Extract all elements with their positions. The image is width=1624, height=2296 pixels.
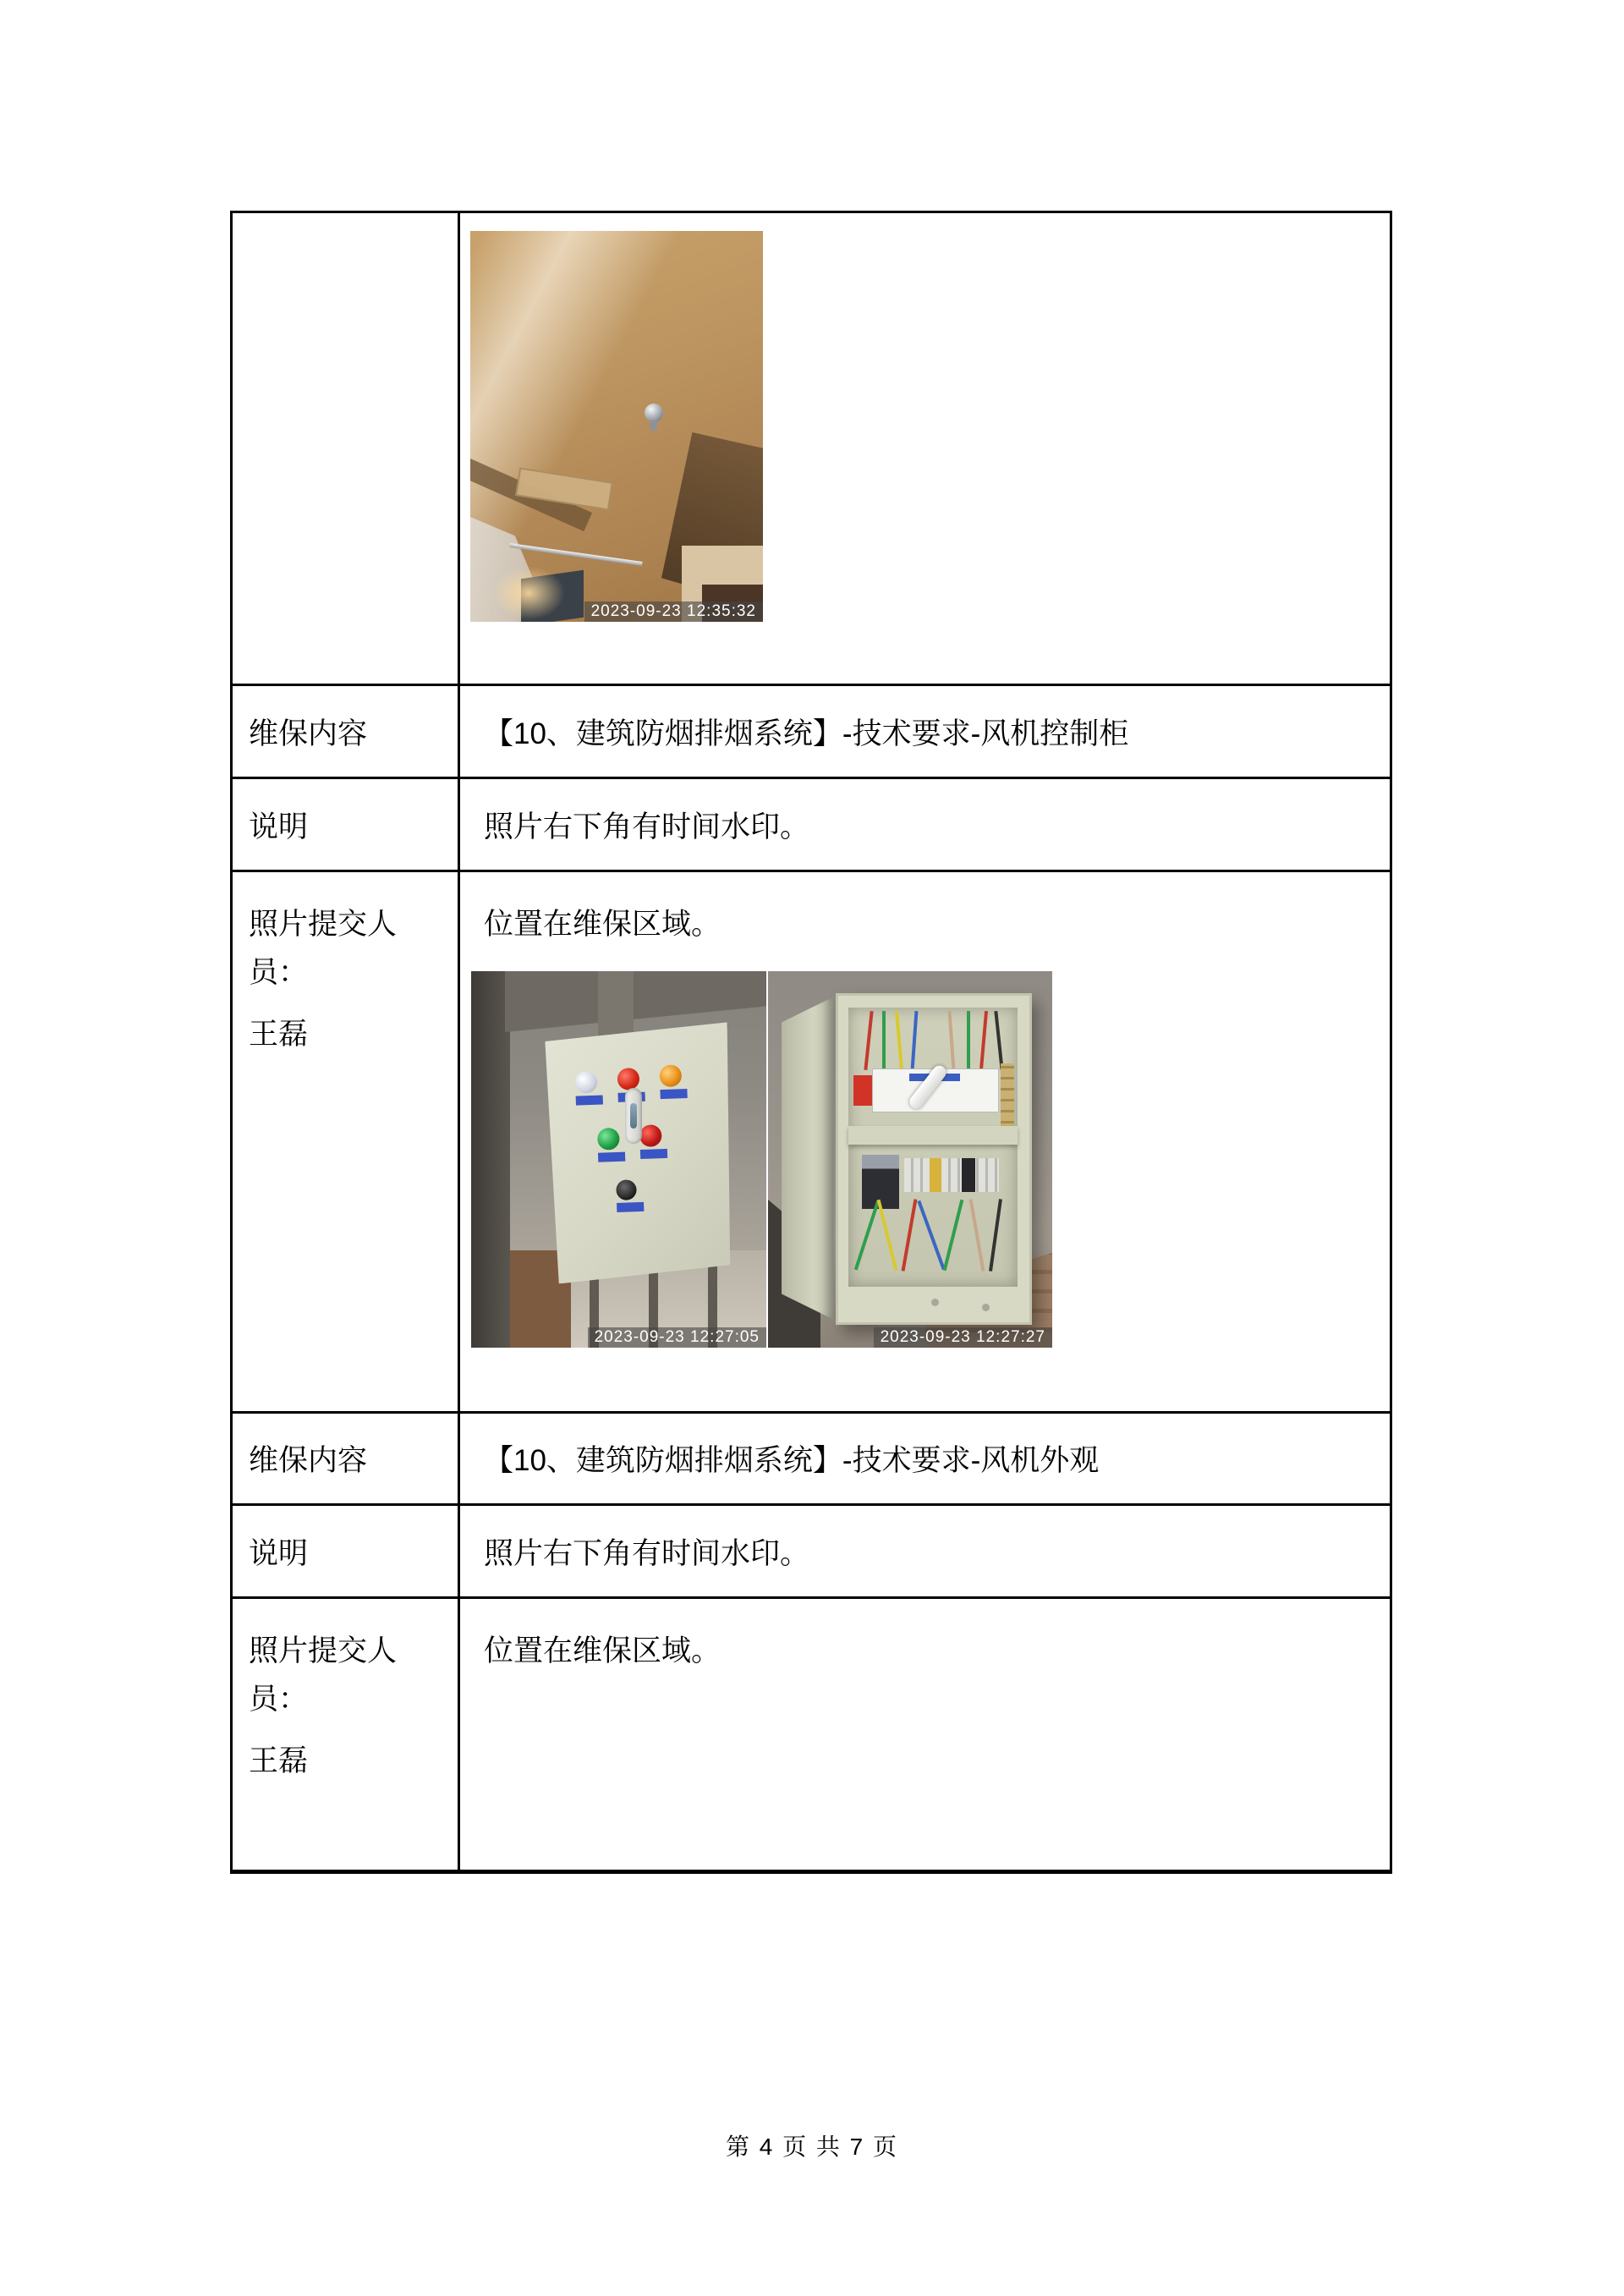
- maintenance-content-label: [233, 686, 460, 777]
- label-line: 员：: [249, 1683, 309, 1716]
- indicator-lens: [659, 1064, 682, 1087]
- indicator-lens: [617, 1068, 639, 1090]
- row-content-cell: [460, 872, 1390, 1411]
- description-value: [460, 779, 1390, 870]
- wire: [943, 1200, 964, 1271]
- submitter-name: 王磊: [249, 1018, 309, 1051]
- label-plate: [640, 1149, 667, 1159]
- wire: [882, 1011, 886, 1070]
- terminal-block-black: [962, 1158, 975, 1192]
- maintenance-content-value: [460, 686, 1390, 777]
- label-text: 说明: [249, 810, 309, 843]
- sprinkler-head: [645, 404, 663, 422]
- location-note: 位置在维保区域。: [484, 908, 721, 941]
- wire: [864, 1011, 873, 1070]
- control-cabinet-interior-photo: [768, 971, 1052, 1348]
- table-row: [233, 1411, 1390, 1503]
- value-text: 照片右下角有时间水印。: [484, 1536, 810, 1570]
- cabinet-enclosure: [836, 993, 1032, 1325]
- wire: [911, 1011, 919, 1070]
- row-label-cell: [233, 213, 460, 684]
- submitter-name: 王磊: [249, 1744, 309, 1777]
- description-label: [233, 779, 460, 870]
- table-row: [233, 1503, 1390, 1596]
- wire: [902, 1199, 918, 1271]
- label-line: 员：: [249, 956, 309, 989]
- location-note: 位置在维保区域。: [484, 1634, 721, 1667]
- label-text: 维保内容: [249, 717, 368, 750]
- terminal-block-yellow: [930, 1158, 941, 1192]
- screw: [931, 1299, 939, 1306]
- sprinkler-stem: [650, 420, 657, 431]
- cabinet-door-panel: [545, 1022, 736, 1283]
- indicator-light-amber: [659, 1064, 687, 1099]
- description-label: [233, 1506, 460, 1596]
- indicator-light-white: [575, 1071, 603, 1106]
- cabinet-interior: [848, 1008, 1018, 1287]
- table-row: [233, 870, 1390, 1411]
- warm-light-glow: [492, 566, 565, 620]
- photo-timestamp-watermark: 2023-09-23 12:27:27: [874, 1327, 1052, 1348]
- label-text: 维保内容: [249, 1444, 368, 1477]
- chrome-rail: [509, 543, 642, 566]
- push-button-green: [597, 1128, 625, 1162]
- push-button-red: [639, 1124, 667, 1159]
- din-terminal-blocks: [904, 1158, 999, 1192]
- page-number-footer: 第 4 页 共 7 页: [725, 2134, 899, 2160]
- row-content-cell: [460, 213, 1390, 684]
- dark-wall-strip: [471, 971, 510, 1348]
- label-plate: [660, 1089, 687, 1099]
- maintenance-content-value: [460, 1414, 1390, 1503]
- row-content-cell: [460, 1599, 1390, 1870]
- wire: [877, 1200, 898, 1271]
- maintenance-content-label: [233, 1414, 460, 1503]
- wire: [917, 1200, 945, 1270]
- door-handle-slot: [630, 1103, 637, 1129]
- wire: [979, 1011, 988, 1070]
- wire: [854, 1200, 880, 1270]
- wire: [948, 1011, 956, 1070]
- label-text: 说明: [249, 1536, 309, 1570]
- photo-timestamp-watermark: 2023-09-23 12:27:05: [588, 1327, 766, 1348]
- button-cap: [597, 1128, 620, 1151]
- wire: [967, 1011, 970, 1070]
- maintenance-record-table: [230, 211, 1392, 1874]
- button-cap: [639, 1124, 662, 1147]
- control-cabinet-door-photo: [471, 971, 766, 1348]
- label-plate: [617, 1202, 644, 1212]
- wire: [969, 1199, 985, 1271]
- screw: [982, 1304, 990, 1311]
- photo-timestamp-watermark: 2023-09-23 12:35:32: [584, 601, 763, 622]
- indicator-lens: [575, 1071, 598, 1094]
- mounting-rail: [848, 1126, 1018, 1145]
- description-value: [460, 1506, 1390, 1596]
- table-row: [233, 684, 1390, 777]
- photo-submitter-label: [233, 872, 460, 1411]
- value-text: 【10、建筑防烟排烟系统】-技术要求-风机外观: [484, 1444, 1100, 1477]
- knob: [616, 1179, 637, 1200]
- label-plate: [598, 1152, 625, 1162]
- table-row: [233, 1596, 1390, 1870]
- selector-knob: [616, 1179, 644, 1212]
- label-line: 照片提交人: [249, 1634, 398, 1667]
- ceiling-sprinkler-photo: [470, 231, 763, 622]
- open-cabinet-door: [782, 997, 834, 1320]
- label-line: 照片提交人: [249, 908, 398, 941]
- table-row: [233, 777, 1390, 870]
- mini-breaker-red: [853, 1075, 872, 1106]
- table-row: [233, 213, 1390, 684]
- photos-row: [471, 971, 1390, 1348]
- photo-submitter-label: [233, 1599, 460, 1870]
- wire: [895, 1011, 903, 1070]
- value-text: 照片右下角有时间水印。: [484, 810, 810, 843]
- wire: [994, 1011, 1003, 1070]
- value-text: 【10、建筑防烟排烟系统】-技术要求-风机控制柜: [484, 717, 1129, 750]
- label-plate: [576, 1096, 603, 1106]
- wire: [989, 1199, 1002, 1272]
